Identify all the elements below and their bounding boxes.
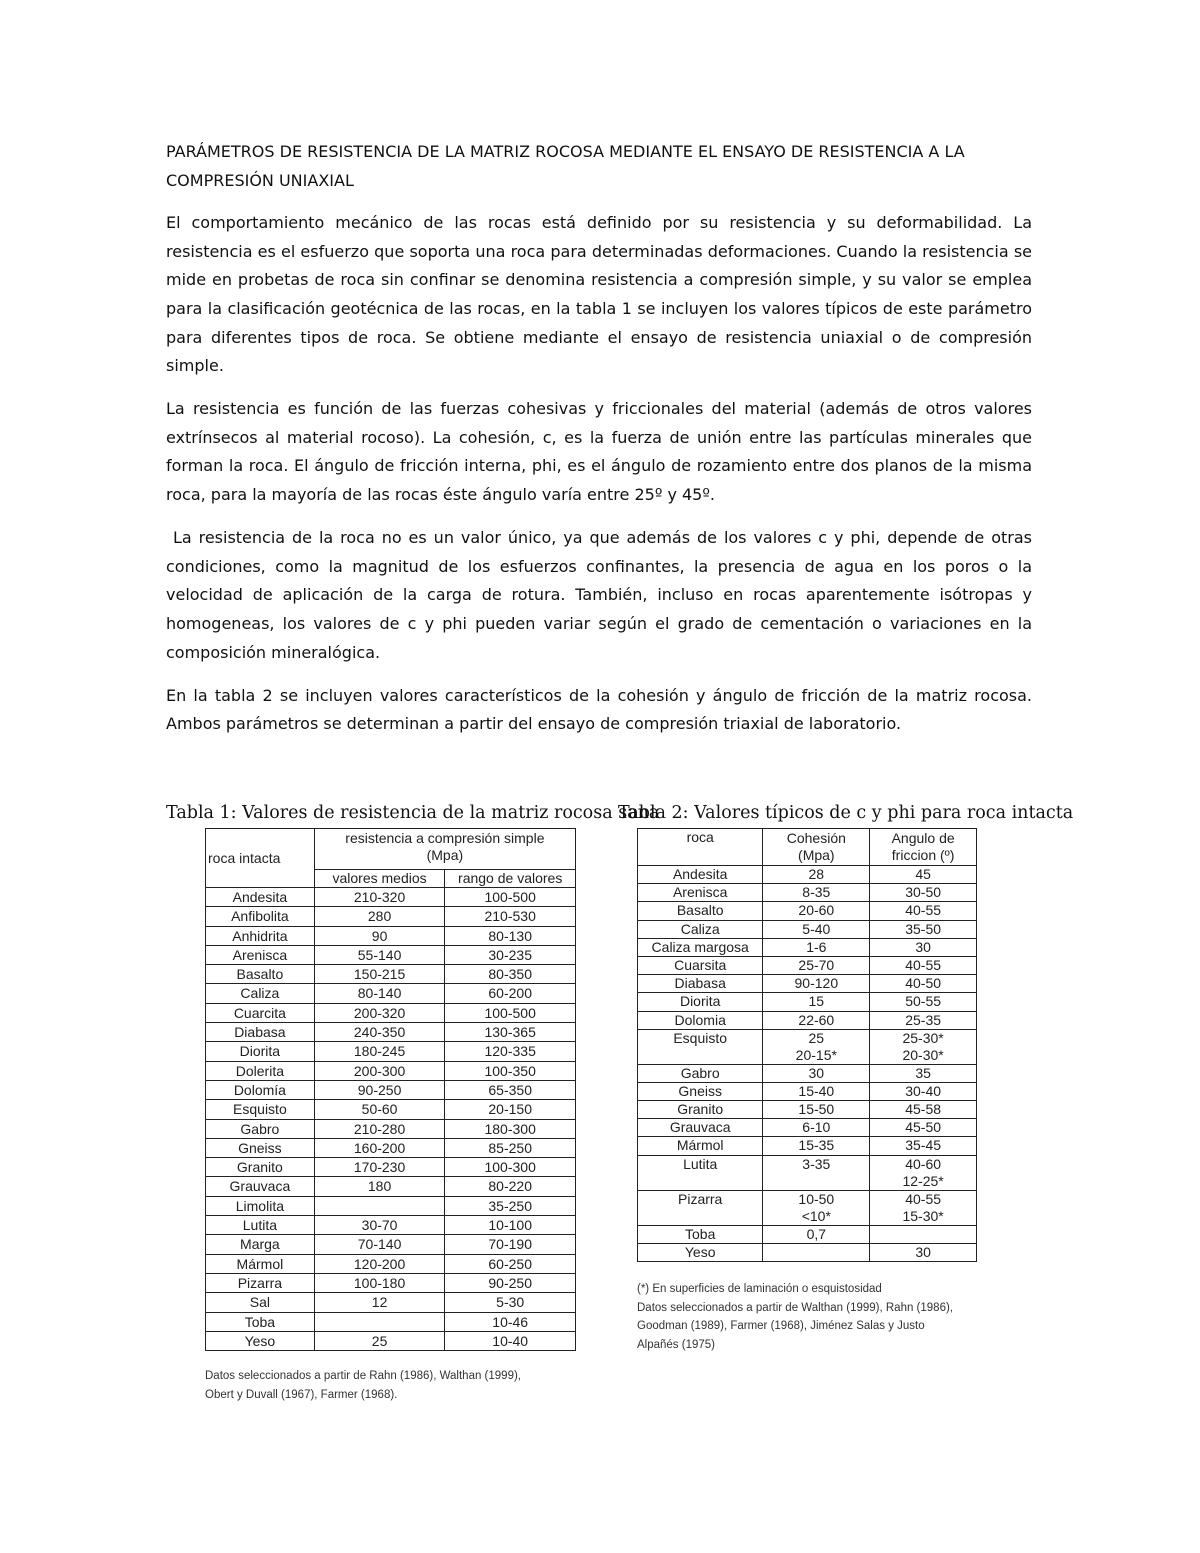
table1-row: [206, 1042, 576, 1061]
table1-row: [206, 1293, 576, 1312]
table1-row: [206, 1235, 576, 1254]
table1-range-cell: 10-46: [445, 1312, 576, 1331]
table2-note-line3: Goodman (1989), Farmer (1968), Jiménez Salas y Justo: [637, 1320, 925, 1332]
table2-rock-cell: [638, 902, 763, 920]
table2-rock-cell: [638, 1155, 763, 1190]
table1-rock-cell: Esquisto: [206, 1100, 315, 1119]
table1-row: [206, 1003, 576, 1022]
table1-rock-cell: Anhidrita: [206, 926, 315, 945]
table1-row: [206, 1196, 576, 1215]
table1-rock-cell: Yeso: [206, 1331, 315, 1350]
table2-rock-cell-value: Caliza: [680, 920, 720, 937]
table1-rock-cell: Marga: [206, 1235, 315, 1254]
table2-c-cell-value: 15-35: [798, 1137, 835, 1154]
table2-phi-cell-value: 40-55: [905, 902, 942, 919]
table2-phi-cell-value: 40-60: [905, 1155, 942, 1172]
table2-rock-cell-value: Pizarra: [678, 1190, 723, 1207]
table2-c-cell: [763, 884, 870, 902]
table2-c-cell-value: 30: [808, 1064, 825, 1081]
table2-row: [638, 956, 977, 974]
table2-row: [638, 884, 977, 902]
table2-phi-cell-value: 35: [915, 1064, 931, 1081]
table2-note-line2: Datos seleccionados a partir de Walthan (1999), Rahn (1986),: [637, 1301, 953, 1314]
table2-row: [638, 1101, 977, 1119]
table2-phi-cell: [870, 1155, 977, 1190]
table2-rock-cell: [638, 1064, 763, 1082]
table1-range-cell: 60-250: [445, 1254, 576, 1273]
table1-rock-cell: Sal: [206, 1293, 315, 1312]
table2-c-cell: [763, 902, 870, 920]
table2-row: [638, 1225, 977, 1243]
table1-mean-cell: 80-140: [314, 984, 445, 1003]
table1-row: [206, 945, 576, 964]
table2-row: [638, 920, 977, 938]
table2-row: [638, 1155, 977, 1190]
table1-range-cell: 30-235: [445, 945, 576, 964]
table2-rock-cell-value: Esquisto: [673, 1029, 728, 1046]
table2-phi-cell-value: 40-55: [905, 956, 942, 973]
table1-mean-cell: 70-140: [314, 1235, 445, 1254]
table1-mean-cell: 280: [314, 907, 445, 926]
table1-note-line1: Datos seleccionados a partir de Rahn (1986), Walthan (1999),: [205, 1370, 521, 1382]
table1-row: [206, 1100, 576, 1119]
table2-rock-cell-value: Yeso: [684, 1243, 716, 1260]
table2-c-cell: [763, 1101, 870, 1119]
table1-mean-cell: 180: [314, 1177, 445, 1196]
table1-mean-cell: [314, 1312, 445, 1331]
table2-row: [638, 1137, 977, 1155]
table2-c-cell-value: 15-40: [798, 1082, 835, 1099]
table2-rock-cell: [638, 1243, 763, 1261]
table1-range-cell: 80-130: [445, 926, 576, 945]
table1-row: [206, 888, 576, 907]
table2-phi-cell: [870, 884, 977, 902]
table2-phi-cell: [870, 1225, 977, 1243]
table1-range-cell: 85-250: [445, 1138, 576, 1157]
table2-row: [638, 993, 977, 1011]
table1-rock-cell: Diabasa: [206, 1023, 315, 1042]
table2-row: [638, 1243, 977, 1261]
table2-c-cell: [763, 1190, 870, 1225]
table1-mean-cell: 55-140: [314, 945, 445, 964]
table1-row: [206, 1254, 576, 1273]
table1-rock-cell: Pizarra: [206, 1273, 315, 1292]
table2-c-cell-value: 6-10: [802, 1119, 831, 1136]
table1-range-cell: 90-250: [445, 1273, 576, 1292]
table2-rock-cell-value: Mármol: [676, 1137, 724, 1154]
table2-rock-cell-value: Andesita: [672, 866, 728, 882]
table2-phi-cell: [870, 902, 977, 920]
table2-rock-cell: [638, 938, 763, 956]
table2-c-cell-value: 20-60: [798, 902, 835, 919]
table2-note-line4: Alpañés (1975): [637, 1338, 715, 1351]
table2-rock-cell: [638, 1137, 763, 1155]
table2-rock-cell-value: Arenisca: [672, 884, 728, 901]
table1-range-cell: 80-220: [445, 1177, 576, 1196]
table2-rock-cell: [638, 1119, 763, 1137]
table2-rock-cell: [638, 1029, 763, 1064]
paragraph-4: En la tabla 2 se incluyen valores característicos de la cohesión y ángulo de fricción de la matriz rocosa. Ambos parámetros se determinan a partir del ensayo de compresión triaxial de laboratorio.: [166, 685, 1032, 734]
table2-phi-cell-value: 35-45: [905, 1137, 942, 1154]
table2-phi-cell: [870, 1137, 977, 1155]
table2-phi-cell-value: 30-50: [905, 884, 942, 901]
table2-row: [638, 1064, 977, 1082]
table1-range-cell: 65-350: [445, 1080, 576, 1099]
table2-phi-cell-value: 35-50: [905, 920, 942, 937]
table1-rock-cell: Cuarcita: [206, 1003, 315, 1022]
table1-row: [206, 907, 576, 926]
table1-range-cell: 5-30: [445, 1293, 576, 1312]
table2-phi-cell: [870, 1082, 977, 1100]
table2-phi-cell: [870, 956, 977, 974]
table1-rock-cell: Dolomía: [206, 1080, 315, 1099]
table2: [637, 828, 977, 1262]
table2-phi-cell-value: 45-58: [905, 1101, 942, 1118]
table2-rock-cell: [638, 866, 763, 884]
table2-row: [638, 1190, 977, 1225]
table2-rock-cell-value: Toba: [685, 1225, 716, 1242]
table2-phi-cell-secondary-value: 15-30*: [902, 1207, 944, 1224]
table1-mean-cell: 200-320: [314, 1003, 445, 1022]
table1-row: [206, 1158, 576, 1177]
table1-header-group: resistencia a compresión simple (Mpa): [314, 829, 575, 870]
table2-c-cell: [763, 993, 870, 1011]
table1-range-cell: 120-335: [445, 1042, 576, 1061]
table2-c-cell-value: 10-50: [798, 1190, 835, 1207]
table1-row: [206, 1119, 576, 1138]
table2-rock-cell-value: Basalto: [676, 902, 724, 919]
table2-rock-cell: [638, 920, 763, 938]
table2-c-cell: [763, 956, 870, 974]
table2-c-cell-value: 90-120: [794, 975, 839, 992]
table2-caption: Tabla 2: Valores típicos de c y phi para roca intacta: [618, 803, 1074, 823]
table1-mean-cell: [314, 1196, 445, 1215]
table2-c-cell-value: 3-35: [802, 1155, 831, 1172]
table1-rock-cell: Granito: [206, 1158, 315, 1177]
paragraph-1: El comportamiento mecánico de las rocas está definido por su resistencia y su deformabilidad. La resistencia es el esfuerzo que soporta una roca para determinadas deformaciones. Cuando la resistencia se mide en probetas de roca sin confinar se denomina resistencia a compresión simple, y su valor se emplea para la clasificación geotécnica de las rocas, en la tabla 1 se incluyen los valores típicos de este parámetro para diferentes tipos de roca. Se obtiene mediante el ensayo de resistencia uniaxial o de compresión simple.: [166, 213, 1032, 376]
table2-rock-cell: [638, 1082, 763, 1100]
table1-mean-cell: 90: [314, 926, 445, 945]
table2-rock-cell-value: Diorita: [679, 993, 721, 1010]
table1-mean-cell: 50-60: [314, 1100, 445, 1119]
table1-mean-cell: 12: [314, 1293, 445, 1312]
table2-c-cell: [763, 1011, 870, 1029]
table1-range-cell: 35-250: [445, 1196, 576, 1215]
table2-phi-cell-value: 25-35: [905, 1011, 942, 1028]
table2-row: [638, 902, 977, 920]
table1-rock-cell: Arenisca: [206, 945, 315, 964]
table2-phi-cell-secondary-value: 12-25*: [902, 1172, 944, 1189]
table1-rock-cell: Andesita: [206, 888, 315, 907]
table2-phi-cell-value: 45: [915, 866, 931, 882]
table2-phi-cell: [870, 1029, 977, 1064]
table2-row: [638, 1119, 977, 1137]
table2-c-cell: [763, 1119, 870, 1137]
table1-header-mean: valores medios: [314, 870, 445, 888]
table2-phi-cell: [870, 1101, 977, 1119]
table1-rock-cell: Anfibolita: [206, 907, 315, 926]
table2-c-cell-value: 15: [808, 993, 825, 1010]
table1-rock-cell: Toba: [206, 1312, 315, 1331]
table2-phi-cell-value: 40-55: [905, 1190, 942, 1207]
table2-row: [638, 1029, 977, 1064]
table2-c-cell-value: 5-40: [802, 920, 831, 937]
table2-rock-cell: [638, 993, 763, 1011]
table2-c-cell: [763, 1155, 870, 1190]
table2-c-cell-value: 25: [808, 1029, 825, 1046]
table2-phi-cell: [870, 938, 977, 956]
table1-mean-cell: 25: [314, 1331, 445, 1350]
table1-row: [206, 1216, 576, 1235]
table2-c-cell: [763, 1225, 870, 1243]
table2-header-phi: Angulo de friccion (º): [870, 829, 977, 866]
table1-range-cell: 20-150: [445, 1100, 576, 1119]
table1-rock-cell: Caliza: [206, 984, 315, 1003]
table2-c-cell: [763, 1029, 870, 1064]
table2-c-cell-value: 28: [808, 866, 825, 882]
document-title: PARÁMETROS DE RESISTENCIA DE LA MATRIZ ROCOSA MEDIANTE EL ENSAYO DE RESISTENCIA A LA COMPRESIÓN UNIAXIAL: [166, 142, 965, 190]
table2-phi-cell: [870, 866, 977, 884]
table2-rock-cell: [638, 1190, 763, 1225]
table1-mean-cell: 180-245: [314, 1042, 445, 1061]
paragraph-2: La resistencia es función de las fuerzas cohesivas y friccionales del material (además de otros valores extrínsecos al material rocoso). La cohesión, c, es la fuerza de unión entre las partículas minerales que forman la roca. El ángulo de fricción interna, phi, es el ángulo de rozamiento entre dos planos de la misma roca, para la mayoría de las rocas éste ángulo varía entre 25º y 45º.: [166, 399, 1032, 505]
table1-row: [206, 1331, 576, 1350]
table2-phi-cell: [870, 1064, 977, 1082]
table2-c-cell-value: 1-6: [806, 938, 827, 955]
table2-row: [638, 975, 977, 993]
table2-c-cell-secondary-value: [765, 1173, 867, 1190]
table2-phi-cell: [870, 1011, 977, 1029]
table2-rock-cell: [638, 1101, 763, 1119]
table2-rock-cell: [638, 1011, 763, 1029]
table1-note: [205, 1367, 521, 1404]
table1-range-cell: 180-300: [445, 1119, 576, 1138]
table1-range-cell: 70-190: [445, 1235, 576, 1254]
table1-row: [206, 984, 576, 1003]
table1-header-rock: roca intacta: [206, 829, 315, 888]
table1-rock-cell: Lutita: [206, 1216, 315, 1235]
table1-range-cell: 100-350: [445, 1061, 576, 1080]
table1-rock-cell: Basalto: [206, 965, 315, 984]
table1-range-cell: 130-365: [445, 1023, 576, 1042]
table2-c-cell: [763, 1064, 870, 1082]
table2-phi-cell: [870, 920, 977, 938]
table1-rock-cell: Dolerita: [206, 1061, 315, 1080]
paragraph-3: La resistencia de la roca no es un valor único, ya que además de los valores c y phi, depende de otras condiciones, como la magnitud de los esfuerzos confinantes, la presencia de agua en los poros o la velocidad de aplicación de la carga de rotura. También, incluso en rocas aparentemente isótropas y homogeneas, los valores de c y phi pueden variar según el grado de cementación o variaciones en la composición mineralógica.: [166, 528, 1038, 662]
table2-phi-cell-value: 45-50: [905, 1119, 942, 1136]
table1-row: [206, 1023, 576, 1042]
table2-row: [638, 1011, 977, 1029]
table2-rock-cell: [638, 884, 763, 902]
table1-mean-cell: 30-70: [314, 1216, 445, 1235]
table1-rock-cell: Gabro: [206, 1119, 315, 1138]
table2-phi-cell-value: 25-30*: [902, 1029, 944, 1046]
table1: [205, 828, 576, 1351]
table2-phi-cell: [870, 1190, 977, 1225]
table1-row: [206, 1312, 576, 1331]
table2-phi-cell-secondary-value: 20-30*: [902, 1046, 944, 1063]
table1-mean-cell: 120-200: [314, 1254, 445, 1273]
table2-rock-cell-value: Dolomia: [674, 1011, 726, 1028]
table1-mean-cell: 210-320: [314, 888, 445, 907]
table2-phi-cell: [870, 975, 977, 993]
table2-rock-cell-value: Cuarsita: [674, 956, 727, 973]
table2-rock-cell: [638, 1225, 763, 1243]
table2-c-cell: [763, 1137, 870, 1155]
table2-rock-cell-value: Grauvaca: [669, 1119, 731, 1136]
table1-mean-cell: 170-230: [314, 1158, 445, 1177]
table2-c-cell: [763, 975, 870, 993]
table2-row: [638, 938, 977, 956]
table2-rock-cell-value: Gabro: [680, 1064, 720, 1081]
table2-note-line1: (*) En superficies de laminación o esquistosidad: [637, 1283, 882, 1295]
table2-rock-cell-value: Gneiss: [678, 1082, 722, 1099]
table1-range-cell: 10-100: [445, 1216, 576, 1235]
table1-header-range: rango de valores: [445, 870, 576, 888]
table2-c-cell: [763, 1082, 870, 1100]
table1-row: [206, 965, 576, 984]
table2-c-cell-value: 8-35: [802, 884, 831, 901]
table2-phi-cell-value: 50-55: [905, 993, 942, 1010]
table2-c-cell-secondary-value: <10*: [801, 1207, 831, 1224]
table2-header-c: Cohesión (Mpa): [763, 829, 870, 866]
table2-phi-cell-value: 40-50: [905, 975, 942, 992]
table1-range-cell: 100-500: [445, 888, 576, 907]
table1-mean-cell: 100-180: [314, 1273, 445, 1292]
table2-row: [638, 866, 977, 884]
table2-rock-cell-value: Lutita: [683, 1155, 718, 1172]
table2-c-cell: [763, 920, 870, 938]
table1-rock-cell: Diorita: [206, 1042, 315, 1061]
table1-rock-cell: Gneiss: [206, 1138, 315, 1157]
table2-phi-cell-value: 30: [915, 938, 931, 955]
table2-c-cell-value: 22-60: [798, 1011, 835, 1028]
table2-rock-cell-value: Granito: [677, 1101, 724, 1118]
table2-c-cell-value: 25-70: [798, 956, 835, 973]
table1-mean-cell: 150-215: [314, 965, 445, 984]
table1-row: [206, 926, 576, 945]
table1-rock-cell: Mármol: [206, 1254, 315, 1273]
table1-row: [206, 1061, 576, 1080]
table2-c-cell: [763, 1243, 870, 1261]
table1-rock-cell: Limolita: [206, 1196, 315, 1215]
table1-row: [206, 1138, 576, 1157]
table2-rock-cell-value: Diabasa: [674, 975, 726, 992]
table2-c-cell-value: 0,7: [806, 1225, 827, 1242]
table1-mean-cell: 200-300: [314, 1061, 445, 1080]
table1-range-cell: 80-350: [445, 965, 576, 984]
table1-row: [206, 1080, 576, 1099]
table1-range-cell: 10-40: [445, 1331, 576, 1350]
table2-c-cell: [763, 866, 870, 884]
body-text: [166, 138, 1038, 753]
table2-rock-cell-value: Caliza margosa: [651, 938, 749, 955]
table1-row: [206, 1273, 576, 1292]
table1-range-cell: 210-530: [445, 907, 576, 926]
table1-range-cell: 100-300: [445, 1158, 576, 1177]
table2-row: [638, 1082, 977, 1100]
table2-phi-cell-value: 30-40: [905, 1082, 942, 1099]
table2-phi-cell: [870, 1119, 977, 1137]
table1-caption: Tabla 1: Valores de resistencia de la matriz rocosa sana: [166, 803, 660, 823]
table1-mean-cell: 240-350: [314, 1023, 445, 1042]
table2-rock-cell: [638, 956, 763, 974]
table1-row: [206, 1177, 576, 1196]
table1-mean-cell: 90-250: [314, 1080, 445, 1099]
table1-rock-cell: Grauvaca: [206, 1177, 315, 1196]
table1-range-cell: 100-500: [445, 1003, 576, 1022]
table2-note: [637, 1280, 953, 1354]
table1-range-cell: 60-200: [445, 984, 576, 1003]
table2-rock-cell: [638, 975, 763, 993]
table1-mean-cell: 210-280: [314, 1119, 445, 1138]
table2-c-cell-value: 15-50: [798, 1101, 835, 1118]
table1-mean-cell: 160-200: [314, 1138, 445, 1157]
table2-c-cell: [763, 938, 870, 956]
table2-phi-cell: [870, 1243, 977, 1261]
table2-phi-cell-value: 30: [915, 1243, 931, 1260]
table2-c-cell-secondary-value: 20-15*: [795, 1046, 837, 1063]
table2-phi-cell: [870, 993, 977, 1011]
table1-note-line2: Obert y Duvall (1967), Farmer (1968).: [205, 1388, 398, 1401]
table2-header-rock: roca: [638, 829, 763, 866]
